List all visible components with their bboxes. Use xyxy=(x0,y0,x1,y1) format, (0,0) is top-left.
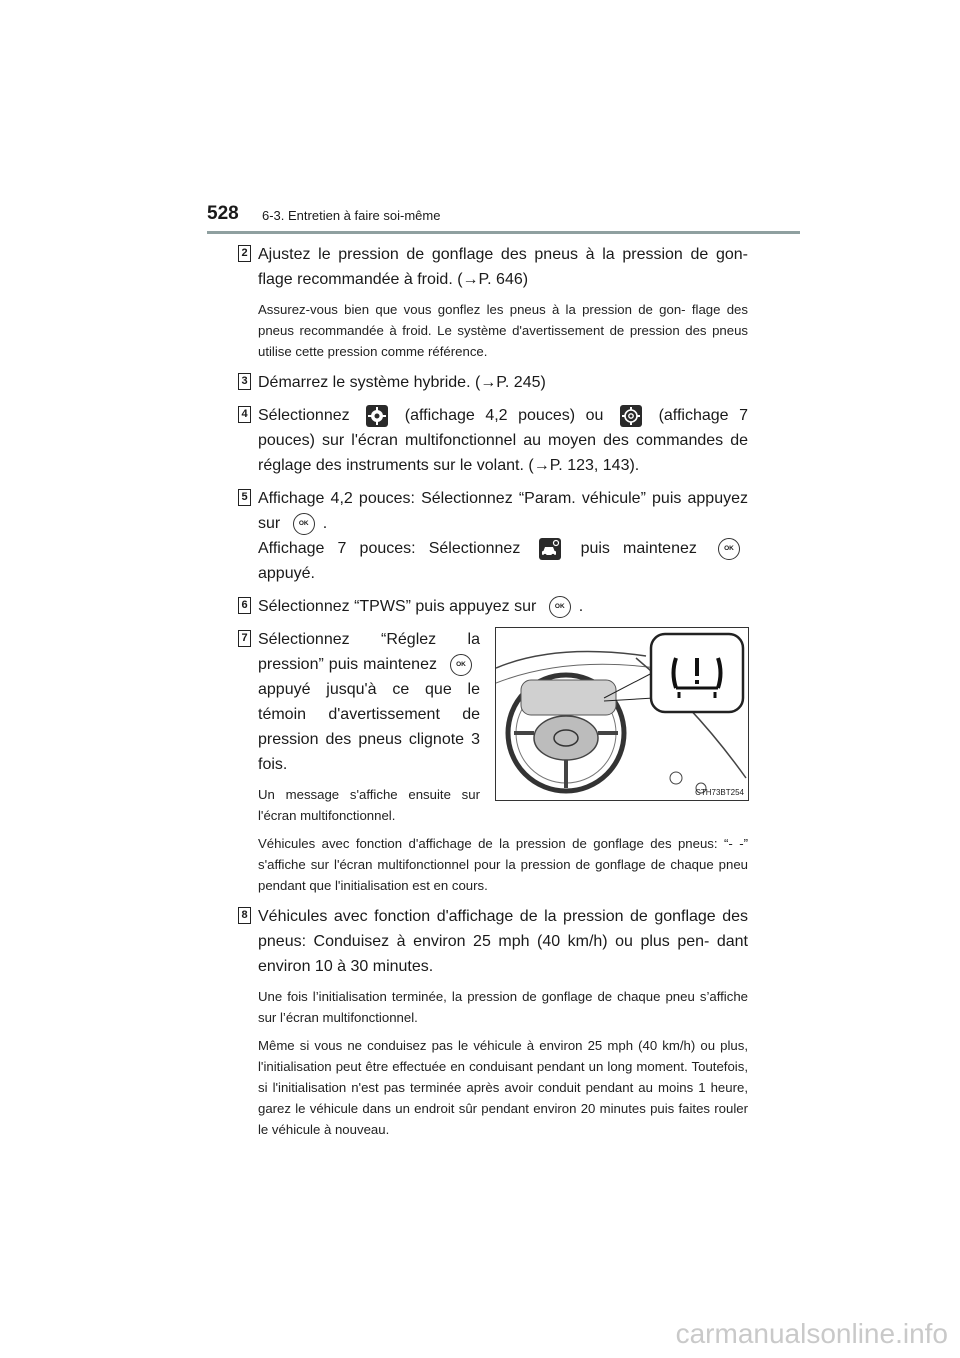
step-note: Une fois l’initialisation terminée, la pression de gonflage de chaque pneu s’affiche sur l’écran multifonctionnel. xyxy=(258,989,748,1025)
page-content xyxy=(238,242,748,1140)
page-number: 528 xyxy=(207,203,239,224)
ok-button-icon: OK xyxy=(718,538,740,560)
step-note: Véhicules avec fonction d'affichage de la pression de gonflage des pneus: “- -” s'affiche sur l'écran multifonctionnel pour la pression de gonflage de chaque pneu pendant que l'initialisation est en cours. xyxy=(258,836,748,893)
step-number: 2 xyxy=(238,245,251,262)
header-rule xyxy=(207,231,800,234)
step-text xyxy=(258,403,748,478)
step-note: Un message s'affiche ensuite sur l'écran multifonctionnel. xyxy=(258,787,480,823)
step-number: 6 xyxy=(238,597,251,614)
step-6 xyxy=(238,594,748,619)
step-number: 3 xyxy=(238,373,251,390)
step-text-part: (affichage 4,2 pouces) ou xyxy=(404,407,604,424)
settings-gear-icon xyxy=(366,405,388,427)
step-text: Affichage 4,2 pouces: Sélectionnez “Param. véhicule” puis appuyez sur OK . Affichage 7 pouces: Sélectionnez puis maintenez OK appuyé. xyxy=(258,490,748,582)
step-text-part: Affichage 4,2 pouces: Sélectionnez “Param. véhicule” puis appuyez sur xyxy=(258,490,748,532)
step-2 xyxy=(238,242,748,362)
step-number: 8 xyxy=(238,907,251,924)
step-number: 7 xyxy=(238,630,251,647)
step-text-part: Sélectionnez “Réglez la pression” puis maintenez xyxy=(258,631,480,673)
step-5 xyxy=(238,486,748,586)
step-text: Ajustez le pression de gonflage des pneus à la pression de gon- flage recommandée à froid. (→P. 646) xyxy=(258,246,748,288)
ok-button-icon: OK xyxy=(549,596,571,618)
step-text-part: Sélectionnez xyxy=(258,407,350,424)
step-text-part: Sélectionnez “TPWS” puis appuyez sur xyxy=(258,598,537,615)
step-3 xyxy=(238,370,748,395)
step-8 xyxy=(238,904,748,1140)
settings-gear-outline-icon xyxy=(620,405,642,427)
vehicle-settings-icon xyxy=(539,538,561,560)
step-number: 5 xyxy=(238,489,251,506)
step-note: Même si vous ne conduisez pas le véhicule à environ 25 mph (40 km/h) ou plus, l'initialisation peut être effectuée en conduisant pendant un long moment. Toutefois, si l'initialisation n'est pas terminée après avoir conduit pendant au moins 1 heure, garez le véhicule dans un endroit sûr pendant environ 20 minutes puis faites rouler le véhicule à nouveau. xyxy=(258,1038,748,1137)
step-text-part: Affichage 7 pouces: Sélectionnez xyxy=(258,540,521,557)
steering-wheel-image xyxy=(496,628,748,800)
step-text: Sélectionnez “TPWS” puis appuyez sur OK . xyxy=(258,594,748,619)
step-text-part: appuyé. xyxy=(258,565,315,582)
figure-code: CTH73BT254 xyxy=(695,788,744,797)
step-text-part: (affichage 7 pouces) sur l'écran multifonctionnel au moyen des commandes de réglage des instruments sur le volant. (→P. 123, 143). xyxy=(258,407,749,474)
step-4 xyxy=(238,403,748,478)
ok-button-icon: OK xyxy=(293,513,315,535)
step-text xyxy=(258,627,480,777)
step-text: Démarrez le système hybride. (→P. 245) xyxy=(258,374,546,391)
step-text: Véhicules avec fonction d'affichage de la pression de gonflage des pneus: Conduisez à environ 25 mph (40 km/h) ou plus pen- dant environ 10 à 30 minutes. xyxy=(258,908,748,975)
step-note: Assurez-vous bien que vous gonflez les pneus à la pression de gon- flage des pneus recommandée à froid. Le système d'avertissement de pression des pneus utilise cette pression comme référence. xyxy=(258,302,748,359)
step-text-part: puis maintenez xyxy=(580,540,697,557)
watermark: carmanualsonline.info xyxy=(675,1318,948,1349)
step-number: 4 xyxy=(238,406,251,423)
step-7 xyxy=(238,627,748,896)
step-text-part: appuyé jusqu'à ce que le témoin d'avertissement de pression des pneus clignote 3 fois. xyxy=(258,681,480,773)
ok-button-icon: OK xyxy=(450,654,472,676)
section-title: 6-3. Entretien à faire soi-même xyxy=(262,208,441,223)
dashboard-illustration xyxy=(495,627,749,801)
